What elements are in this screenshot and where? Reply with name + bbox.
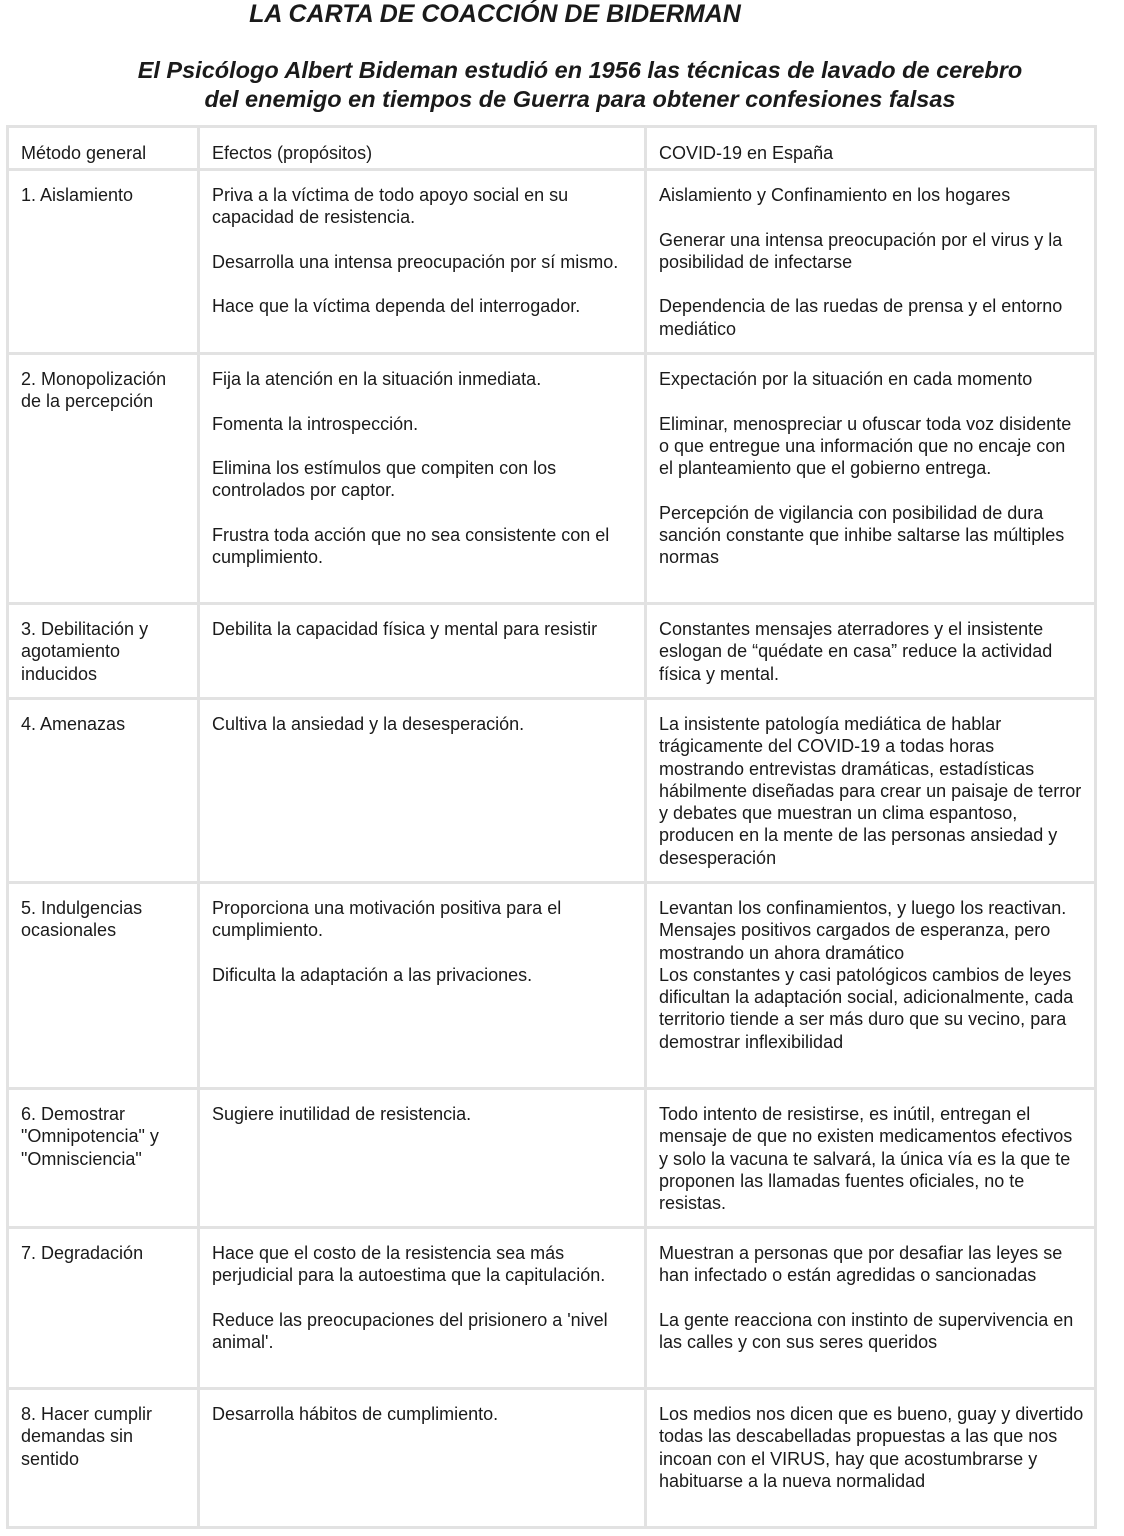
effects-paragraph: Frustra toda acción que no sea consistente con el cumplimiento. [212,525,610,568]
page-title: LA CARTA DE COACCIÓN DE BIDERMAN [249,0,741,28]
header-effects: Efectos (propósitos) [199,127,646,170]
effects-cell [199,1389,646,1528]
table-row [8,1089,1096,1228]
header-method: Método general [8,127,199,170]
covid-paragraph: Generar una intensa preocupación por el virus y la posibilidad de infectarse [659,229,1063,272]
covid-cell [646,1089,1096,1228]
effects-cell [199,354,646,604]
method-cell: 8. Hacer cumplir demandas sin sentido [8,1389,199,1528]
effects-cell [199,170,646,354]
covid-cell [646,883,1096,1089]
effects-cell [199,883,646,1089]
covid-cell [646,699,1096,883]
effects-paragraph: Hace que el costo de la resistencia sea más perjudicial para la autoestima que la capitulación. [212,1243,606,1286]
header-covid: COVID-19 en España [646,127,1096,170]
effects-cell [199,1228,646,1389]
effects-paragraph: Reduce las preocupaciones del prisionero a 'nivel animal'. [212,1309,608,1353]
effects-paragraph: Proporciona una motivación positiva para el cumplimiento. [212,898,562,941]
covid-paragraph: Dependencia de las ruedas de prensa y el entorno mediático [659,296,1063,339]
coercion-table [6,125,1097,1529]
effects-paragraph: Debilita la capacidad física y mental para resistir [212,619,598,639]
effects-cell [199,1089,646,1228]
method-cell: 5. Indulgencias ocasionales [8,883,199,1089]
effects-paragraph: Cultiva la ansiedad y la desesperación. [212,714,525,734]
subtitle-line-2: del enemigo en tiempos de Guerra para obtener confesiones falsas [204,86,956,112]
covid-paragraph: Eliminar, menospreciar u ofuscar toda voz disidente o que entregue una información que no encaje con el planteamiento que el gobierno entrega. [659,413,1072,479]
effects-paragraph: Desarrolla hábitos de cumplimiento. [212,1404,499,1424]
method-cell: 6. Demostrar "Omnipotencia" y "Omnisciencia" [8,1089,199,1228]
effects-paragraph: Fomenta la introspección. [212,413,419,434]
covid-paragraph: Los constantes y casi patológicos cambios de leyes dificultan la adaptación social, adicionalmente, cada territorio tiende a ser más duro que su vecino, para demostrar inflexibilidad [659,964,1074,1052]
effects-paragraph: Priva a la víctima de todo apoyo social en su capacidad de resistencia. [212,185,569,228]
effects-cell [199,699,646,883]
covid-cell [646,1228,1096,1389]
covid-cell [646,1389,1096,1528]
effects-cell [199,604,646,699]
table-row [8,604,1096,699]
table-row [8,883,1096,1089]
covid-paragraph: La gente reacciona con instinto de supervivencia en las calles y con sus seres queridos [659,1309,1074,1353]
table-row [8,1228,1096,1389]
method-cell: 2. Monopolización de la percepción [8,354,199,604]
method-cell: 3. Debilitación y agotamiento inducidos [8,604,199,699]
covid-paragraph: Percepción de vigilancia con posibilidad de dura sanción constante que inhibe saltarse las múltiples normas [659,502,1065,568]
method-cell: 1. Aislamiento [8,170,199,354]
covid-cell [646,354,1096,604]
effects-paragraph: Sugiere inutilidad de resistencia. [212,1104,472,1124]
effects-paragraph: Elimina los estímulos que compiten con los controlados por captor. [212,458,557,501]
covid-cell [646,170,1096,354]
table-row [8,170,1096,354]
table-row [8,354,1096,604]
covid-paragraph: Muestran a personas que por desafiar las leyes se han infectado o están agredidas o sancionadas [659,1243,1063,1286]
covid-paragraph: Expectación por la situación en cada momento [659,369,1033,389]
method-cell: 7. Degradación [8,1228,199,1389]
effects-paragraph: Dificulta la adaptación a las privaciones. [212,964,533,985]
subtitle-line-1: El Psicólogo Albert Bideman estudió en 1956 las técnicas de lavado de cerebro [137,57,1023,83]
effects-paragraph: Desarrolla una intensa preocupación por sí mismo. [212,251,619,272]
covid-cell [646,604,1096,699]
table-row [8,1389,1096,1528]
effects-paragraph: Hace que la víctima dependa del interrogador. [212,296,581,317]
covid-paragraph: Los medios nos dicen que es bueno, guay y divertido todas las descabelladas propuestas a las que nos incoan con el VIRUS, hay que acostumbrarse y habituarse a la nueva normalidad [659,1404,1084,1491]
covid-paragraph: Constantes mensajes aterradores y el insistente eslogan de “quédate en casa” reduce la actividad física y mental. [659,619,1053,684]
table-row [8,699,1096,883]
table-header-row [8,127,1096,170]
covid-paragraph: Mensajes positivos cargados de esperanza, pero mostrando un ahora dramático [659,920,1051,963]
covid-paragraph: La insistente patología mediática de hablar trágicamente del COVID-19 a todas horas mostrando entrevistas dramáticas, estadísticas hábilmente diseñadas para crear un paisaje de terror y debates que muestran un clima espantoso, producen en la mente de las personas ansiedad y desesperación [659,714,1082,868]
covid-paragraph: Aislamiento y Confinamiento en los hogares [659,185,1011,205]
covid-paragraph: Levantan los confinamientos, y luego los reactivan. [659,898,1067,918]
effects-paragraph: Fija la atención en la situación inmediata. [212,369,542,389]
covid-paragraph: Todo intento de resistirse, es inútil, entregan el mensaje de que no existen medicamentos efectivos y solo la vacuna te salvará, la única vía es la que te proponen las llamadas fuentes oficiales, no te resistas. [659,1104,1073,1214]
page-subtitle [70,56,1090,114]
method-cell: 4. Amenazas [8,699,199,883]
